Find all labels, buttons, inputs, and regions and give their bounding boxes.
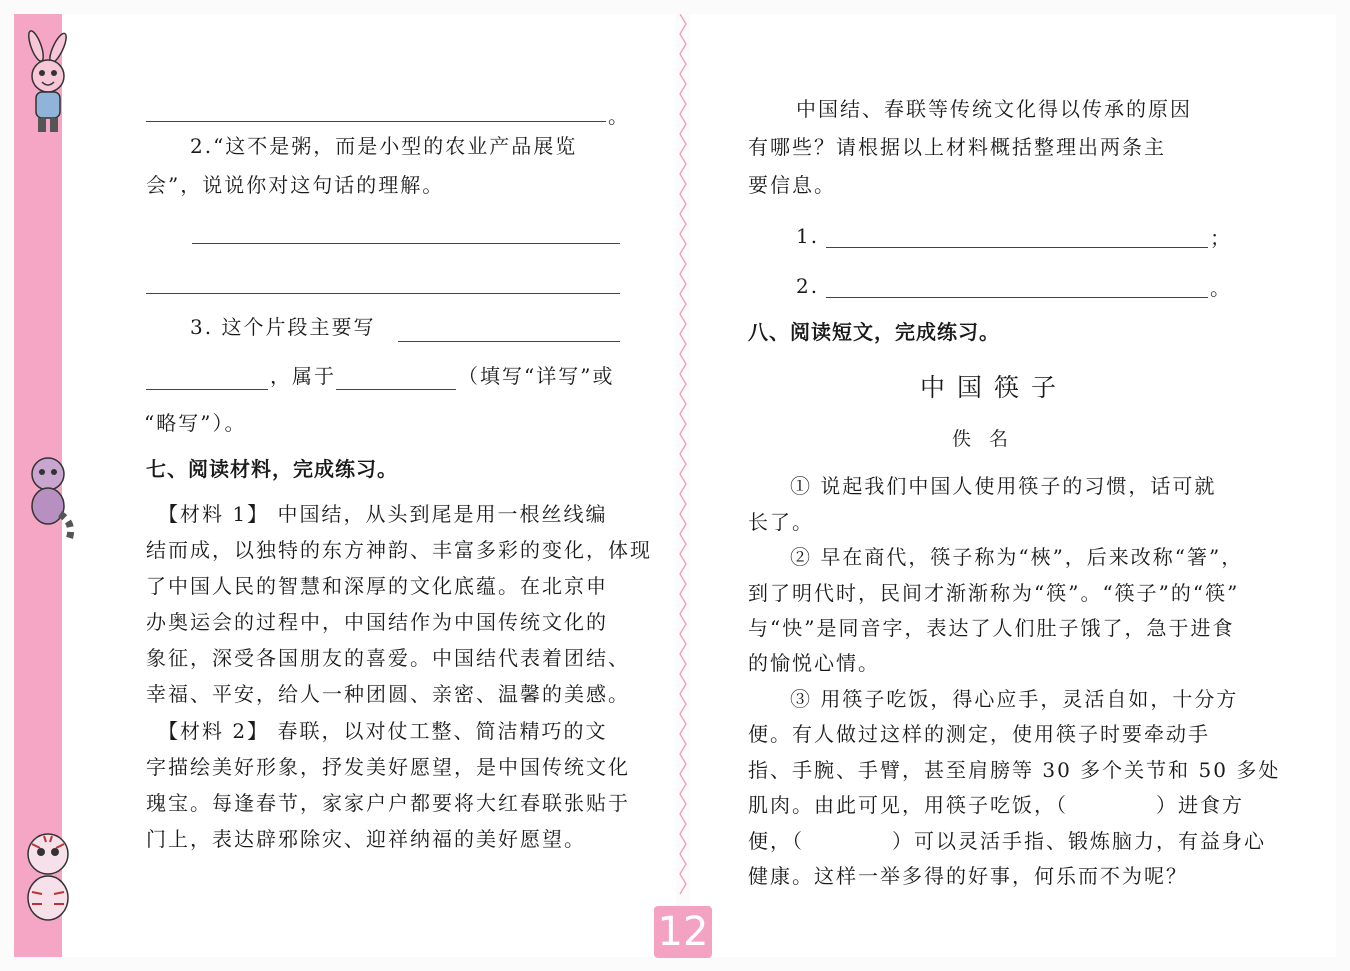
section-7-heading: 七、阅读材料，完成练习。 [146,457,398,481]
rabbit-illustration [14,28,82,138]
paragraph-line: 的愉悦心情。 [748,651,880,675]
paragraph-line: ① 说起我们中国人使用筷子的习惯，话可就 [790,474,1217,498]
question-3-text: （填写“详写”或 [458,364,615,388]
answer-line[interactable] [826,247,1208,248]
material-1-line: 结而成，以独特的东方神韵、丰富多彩的变化，体现 [146,538,652,562]
material-2-line: 瑰宝。每逢春节，家家户户都要将大红春联张贴于 [146,791,630,815]
section-8-heading: 八、阅读短文，完成练习。 [748,320,1000,344]
answer-line[interactable] [398,341,620,342]
answer-line[interactable] [192,243,620,244]
paragraph-line: ② 早在商代，筷子称为“梜”，后来改称“箸”， [790,545,1244,569]
paragraph-line: 到了明代时，民间才渐渐称为“筷”。“筷子”的“筷” [748,581,1240,605]
paragraph-line: 与“快”是同音字，表达了人们肚子饿了，急于进食 [748,616,1235,640]
paragraph-line: 便。有人做过这样的测定，使用筷子时要牵动手 [748,722,1210,746]
question-3-text: ，属于 [270,364,336,388]
question-text: 有哪些？请根据以上材料概括整理出两条主 [748,135,1166,159]
tiger-illustration [14,820,82,930]
paragraph-line: 肌肉。由此可见，用筷子吃饭，（ ）进食方 [748,793,1244,817]
answer-line[interactable] [146,293,620,294]
material-2-line: 字描绘美好形象，抒发美好愿望，是中国传统文化 [146,755,630,779]
article-title: 中国筷子 [920,373,1069,402]
question-3-text: “略写”）。 [144,411,247,435]
question-3-text: 3. 这个片段主要写 [190,315,376,339]
material-1-line: 办奥运会的过程中，中国结作为中国传统文化的 [146,610,608,634]
paragraph-line: 便，（ ）可以灵活手指、锻炼脑力，有益身心 [748,829,1266,853]
paragraph-line: 长了。 [748,510,814,534]
question-2-text: 会”，说说你对这句话的理解。 [146,173,445,197]
article-author: 佚名 [952,428,1027,450]
question-2-text: 2.“这不是粥，而是小型的农业产品展览 [190,134,578,158]
question-text: 中国结、春联等传统文化得以传承的原因 [796,97,1192,121]
paragraph-line: 健康。这样一举多得的好事，何乐而不为呢？ [748,864,1188,888]
answer-1-label: 1. [796,224,820,248]
paragraph-line: 指、手腕、手臂，甚至肩膀等 30 多个关节和 50 多处 [748,758,1281,782]
question-text: 要信息。 [748,173,836,197]
page-divider [677,14,689,894]
answer-2-label: 2. [796,274,820,298]
material-1-line: 【材料 1】 中国结，从头到尾是用一根丝线编 [158,502,608,526]
material-2-line: 门上，表达辟邪除灾、迎祥纳福的美好愿望。 [146,827,586,851]
material-1-line: 象征，深受各国朋友的喜爱。中国结代表着团结、 [146,646,630,670]
answer-2-end: 。 [1210,276,1232,300]
material-2-line: 【材料 2】 春联，以对仗工整、简洁精巧的文 [158,719,608,743]
answer-line[interactable] [146,389,268,390]
answer-line[interactable] [146,121,606,122]
paragraph-line: ③ 用筷子吃饭，得心应手，灵活自如，十分方 [790,687,1239,711]
page-number: 12 [654,906,712,958]
answer-line[interactable] [826,297,1208,298]
raccoon-illustration [14,448,82,548]
material-1-line: 幸福、平安，给人一种团圆、亲密、温馨的美感。 [146,682,630,706]
answer-line[interactable] [336,389,456,390]
material-1-line: 了中国人民的智慧和深厚的文化底蕴。在北京申 [146,574,608,598]
end-period: 。 [608,104,630,128]
answer-1-end: ； [1210,226,1232,250]
